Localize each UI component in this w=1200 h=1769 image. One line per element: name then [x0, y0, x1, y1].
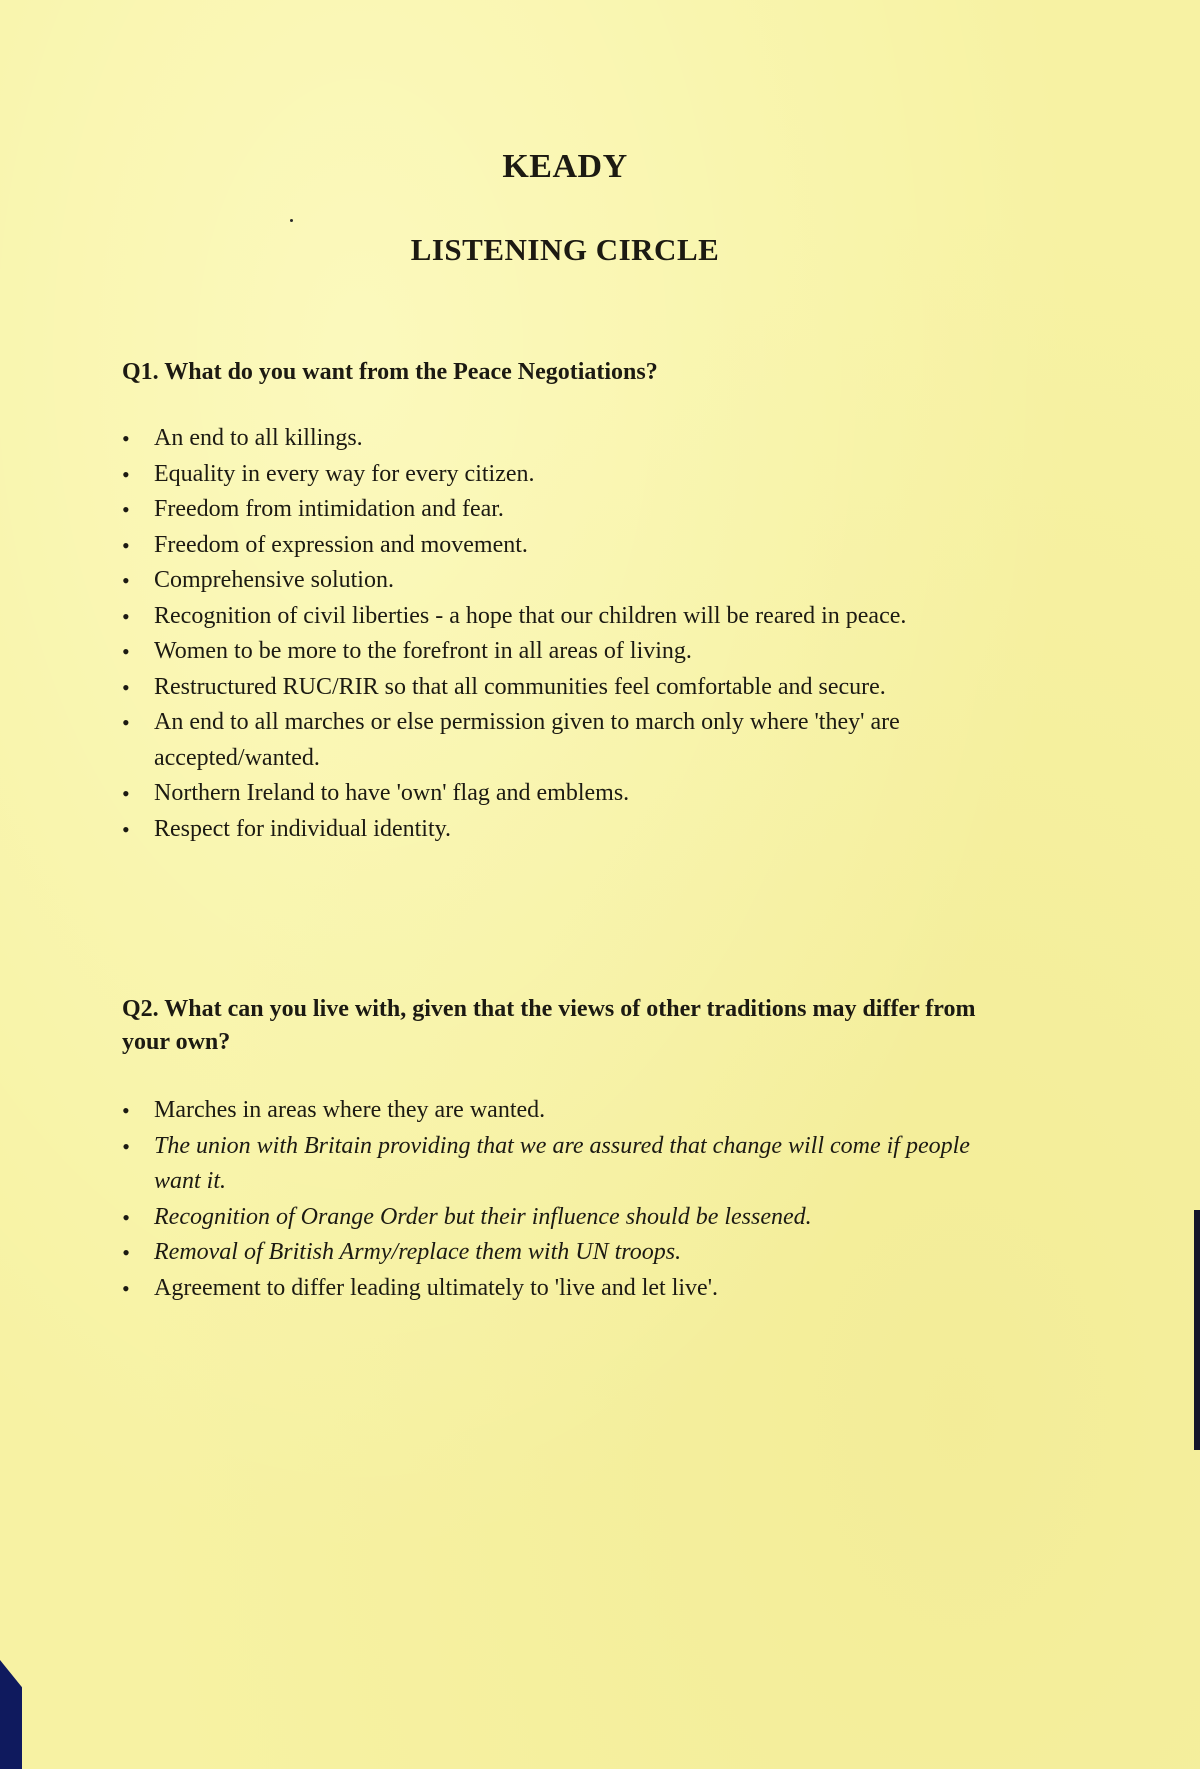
list-item: • Equality in every way for every citizen. [122, 457, 1002, 493]
list-item: • Freedom from intimidation and fear. [122, 492, 1002, 528]
answer-list-2 [122, 1093, 1002, 1306]
question-2: Q2. What can you live with, given that the views of other traditions may differ from your own? [122, 996, 976, 1055]
list-item: • An end to all killings. [122, 421, 1002, 457]
list-item: • Women to be more to the forefront in all areas of living. [122, 634, 1002, 670]
list-item: • Restructured RUC/RIR so that all communities feel comfortable and secure. [122, 670, 1002, 706]
list-item: • Removal of British Army/replace them with UN troops. [122, 1235, 1002, 1271]
question-1: Q1. What do you want from the Peace Negotiations? [122, 359, 658, 385]
document-subtitle: LISTENING CIRCLE [410, 232, 720, 267]
document-title: KEADY [502, 148, 628, 185]
list-item: • Agreement to differ leading ultimately to 'live and let live'. [122, 1271, 1002, 1307]
binder-tab-mark [0, 1660, 22, 1769]
scan-edge-mark [1194, 1210, 1200, 1450]
list-item: • Comprehensive solution. [122, 563, 1002, 599]
list-item: • Marches in areas where they are wanted. [122, 1093, 1002, 1129]
list-item: • Recognition of Orange Order but their influence should be lessened. [122, 1200, 1002, 1236]
answer-list-1 [122, 421, 1002, 847]
list-item: • An end to all marches or else permission given to march only where 'they' are accepted/wanted. [122, 705, 1002, 776]
list-item: • Northern Ireland to have 'own' flag and emblems. [122, 776, 1002, 812]
list-item: • Respect for individual identity. [122, 812, 1002, 848]
list-item: • Freedom of expression and movement. [122, 528, 1002, 564]
list-item: • Recognition of civil liberties - a hope that our children will be reared in peace. [122, 599, 1002, 635]
list-item: • The union with Britain providing that we are assured that change will come if people want it. [122, 1129, 1002, 1200]
ink-speck [290, 219, 293, 222]
